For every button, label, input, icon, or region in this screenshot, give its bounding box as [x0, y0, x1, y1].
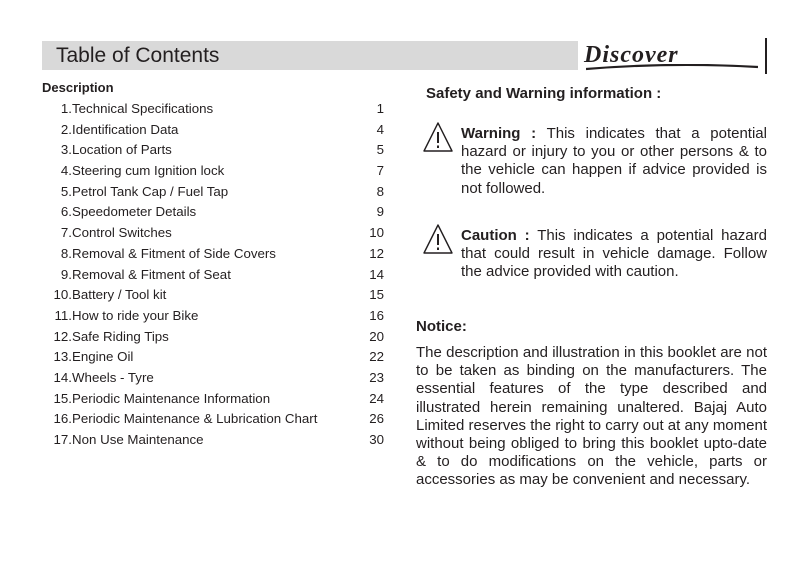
toc-item-title: Removal & Fitment of Seat [72, 266, 231, 282]
warning-text: This indicates that a potential hazard or injury to you or other persons & to the vehicle can happen if advice provided is not followed. [461, 125, 767, 197]
page-title: Table of Contents [56, 44, 220, 67]
discover-logo [584, 38, 780, 78]
toc-item-number: 16. [53, 411, 72, 427]
toc-item-title: Wheels - Tyre [72, 369, 154, 385]
caution-text: This indicates a potential hazard that could result in vehicle damage. Follow the advice provided with caution. [461, 227, 767, 281]
toc-item-number: 14. [53, 369, 72, 385]
toc-item-title: Engine Oil [72, 349, 134, 365]
toc-item-title: How to ride your Bike [72, 307, 199, 323]
toc-item-number: 15. [53, 390, 72, 406]
toc-item-title: Battery / Tool kit [72, 287, 167, 303]
toc-item [42, 389, 384, 410]
toc-item [42, 306, 384, 327]
toc-item [42, 140, 384, 161]
toc-item-title: Identification Data [72, 121, 179, 137]
toc-item-number: 8. [60, 245, 72, 261]
toc-item-number: 17. [53, 432, 72, 447]
toc-item-title: Control Switches [72, 225, 172, 241]
toc-item [42, 99, 384, 120]
toc-item [42, 202, 384, 223]
toc-item-page: 14 [369, 266, 384, 282]
toc-item-page: 8 [376, 183, 384, 199]
toc-item [42, 244, 384, 265]
toc-item-number: 2. [60, 121, 72, 137]
toc-item-page: 20 [369, 328, 384, 344]
toc-list [42, 99, 384, 451]
notice-heading: Notice: [416, 318, 467, 335]
toc-item-title: Safe Riding Tips [72, 328, 169, 344]
toc-item [42, 161, 384, 182]
header-bar [42, 41, 578, 70]
toc-item [42, 182, 384, 203]
toc-item-title: Non Use Maintenance [72, 432, 204, 447]
toc-item-number: 6. [60, 204, 72, 220]
warning-label: Warning : [461, 125, 537, 142]
toc-item-page: 24 [369, 390, 384, 406]
toc-item [42, 285, 384, 306]
toc-item [42, 347, 384, 368]
toc-item-page: 16 [369, 307, 384, 323]
warning-triangle-icon [422, 120, 454, 154]
toc-item-title: Technical Specifications [72, 101, 214, 116]
toc-item-page: 26 [369, 411, 384, 427]
toc-item-number: 10. [53, 287, 72, 303]
toc-item-number: 3. [60, 142, 72, 158]
toc-item [42, 327, 384, 348]
warning-block [461, 125, 767, 198]
toc-item-page: 22 [369, 349, 384, 365]
toc-item-number: 12. [53, 328, 72, 344]
toc-item-title: Speedometer Details [72, 204, 197, 220]
logo-swoosh-icon [586, 64, 758, 72]
toc-item-title: Periodic Maintenance Information [72, 390, 271, 406]
toc-item [42, 368, 384, 389]
toc-item-page: 15 [369, 287, 384, 303]
logo-text: Discover [584, 42, 679, 68]
toc-item-title: Steering cum Ignition lock [72, 163, 225, 179]
toc-item-number: 5. [60, 183, 72, 199]
toc-item-page: 5 [376, 142, 384, 158]
toc-item [42, 265, 384, 286]
caution-label: Caution : [461, 227, 530, 244]
toc-item-page: 4 [376, 121, 384, 137]
toc-item-number: 4. [60, 163, 72, 179]
toc-item-page: 12 [369, 245, 384, 261]
toc-item-number: 9. [60, 266, 72, 282]
toc-item-page: 1 [376, 101, 384, 116]
toc-item-title: Petrol Tank Cap / Fuel Tap [72, 183, 229, 199]
notice-body: The description and illustration in this booklet are not to be taken as binding on the manufacturers. The essential features of the type described and illustrated herein remaining unaltered. Bajaj Auto Limited reserves the right to carry out at any moment without being obliged to bring this booklet upto-date & to do modifications on the vehicle, parts or accessories as may be convenient and necessary. [416, 344, 767, 489]
toc-item-page: 7 [376, 163, 384, 179]
toc-item-title: Removal & Fitment of Side Covers [72, 245, 276, 261]
toc-heading: Description [42, 80, 114, 95]
caution-triangle-icon [422, 222, 454, 256]
toc-item [42, 120, 384, 141]
toc-item-number: 1. [60, 101, 72, 116]
toc-item [42, 223, 384, 244]
logo-divider [765, 38, 767, 74]
caution-block [461, 227, 767, 282]
toc-item-number: 7. [60, 225, 72, 241]
toc-item [42, 430, 384, 451]
toc-item-title: Periodic Maintenance & Lubrication Chart [72, 411, 318, 427]
toc-item [42, 409, 384, 430]
toc-item-page: 10 [369, 225, 384, 241]
toc-item-page: 30 [369, 432, 384, 447]
toc-item-title: Location of Parts [72, 142, 172, 158]
toc-item-page: 23 [369, 369, 384, 385]
toc-item-number: 13. [53, 349, 72, 365]
safety-heading: Safety and Warning information : [426, 85, 662, 102]
toc-item-number: 11. [54, 307, 72, 323]
toc-item-page: 9 [376, 204, 384, 220]
